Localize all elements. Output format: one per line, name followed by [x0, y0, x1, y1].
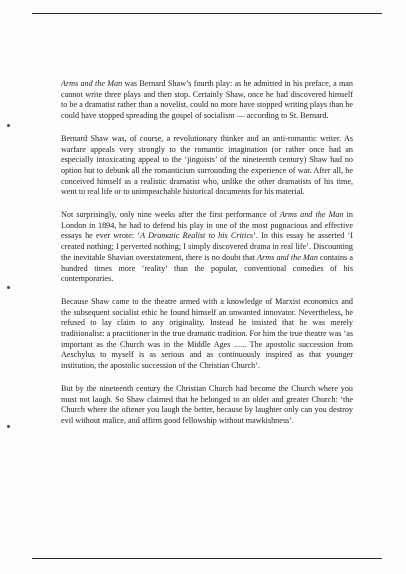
paragraph-text: in London in 1894, he had to defend his play in one of the most pugnacious and effective essays he ever wrote: ‘ — [61, 210, 353, 241]
play-title: Arms and the Man — [61, 79, 123, 88]
paragraph-text: Bernard Shaw was, of course, a revolutionary thinker and an anti-romantic writer. As warfare appeals very strongly to the romantic imagination (or rather once had an especially intoxicating appeal to the ‘jingoists’ of the nineteenth century) Shaw had no option but to debunk all the romanticism surrounding the experience of war. After all, he conceived himself as a realistic dramatist who, unlike the other dramatists of his time, went to real life or to unimpeachable historical documents for his material. — [61, 133, 353, 197]
scan-mark — [7, 286, 10, 289]
paragraph-text: was Bernard Shaw’s fourth play: as he admitted in his preface, a man cannot write three plays and then stop. Certainly Shaw, once he had discovered himself to be a dramatist rather than a novelist, could no more have stopped writing plays than he could have stopped spreading the gospel of socialism — according to St. Bernard. — [61, 79, 353, 121]
essay-title: A Dramatic Realist to his Critics — [140, 231, 254, 241]
body-text — [61, 79, 353, 427]
paragraph-text: Not surprisingly, only nine weeks after the first performance of — [61, 210, 280, 220]
paragraph-text: Because Shaw came to the theatre armed with a knowledge of Marxist economics and the subsequent socialist ethic he found himself an unwanted innovator. Nevertheless, he refused to lay claim to any originality. Instead he insisted that he was merely traditionalist: a practitioner in the true dramatic tradition. For him the true theatre was ‘as important as the Church was in the Middle Ages ...... The apostolic succession from Aeschylus to myself is as serious and as continuously inspired as that younger institution, the apostolic succession of the Christian Church’. — [61, 296, 353, 371]
scan-mark — [7, 425, 10, 428]
paragraph-text: But by the nineteenth century the Christian Church had become the Church where you must not laugh. So Shaw claimed that he belonged to an older and greater Church: ‘the Church where the oftener you laugh the better, because by laughter only can you destroy evil without malice, and affirm good fellowship without mawkishness’. — [61, 383, 353, 425]
scan-mark — [7, 124, 10, 127]
paragraph — [61, 297, 353, 372]
bottom-rule — [32, 558, 382, 559]
paragraph — [61, 79, 353, 122]
paragraph — [61, 134, 353, 198]
paragraph-text: contains a hundred times more ‘reality’ than the popular, conventional comedies of his contemporaries. — [61, 252, 353, 284]
play-title: Arms and the Man — [257, 252, 318, 262]
top-rule — [32, 13, 382, 14]
play-title: Arms and the Man — [279, 210, 344, 220]
paragraph-text: ’. In this essay he asserted ‘I created nothing; I perverted nothing; I simply discovered drama in real life’. Discounting the inevitable Shavian overstatement, there is no doubt that — [61, 231, 353, 262]
paragraph — [61, 210, 353, 285]
paragraph — [61, 384, 353, 427]
